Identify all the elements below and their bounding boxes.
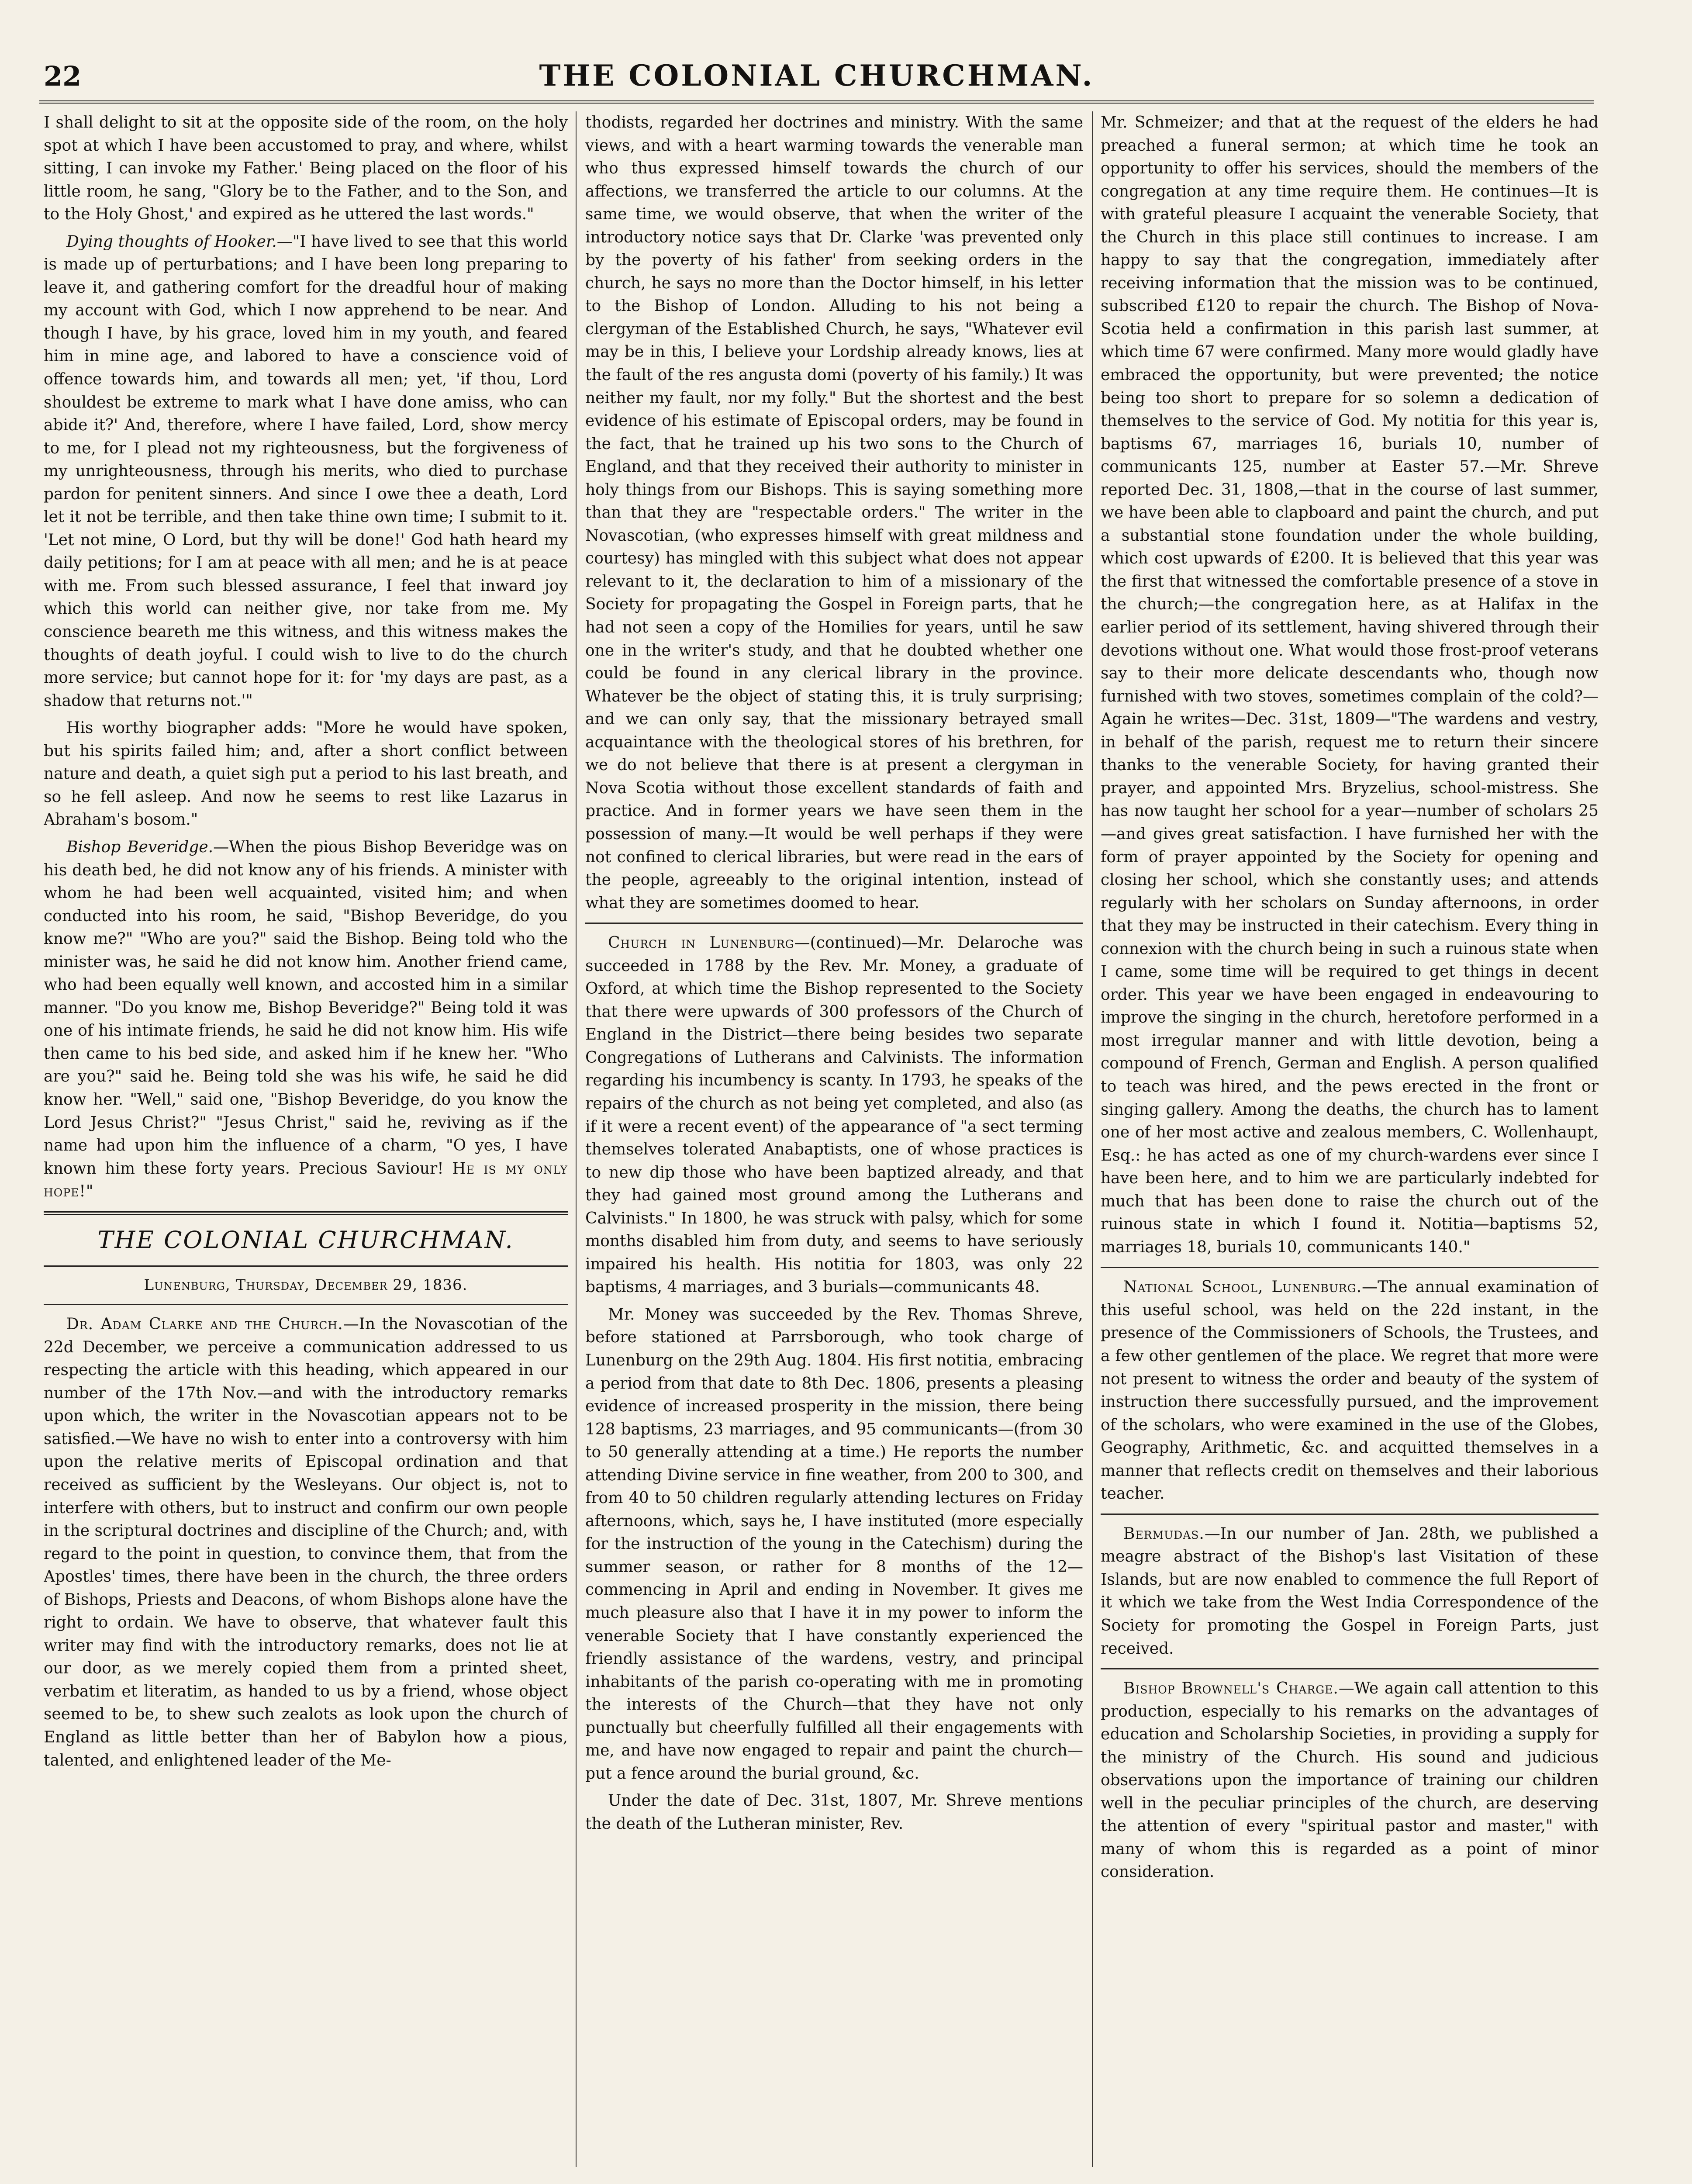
column-right [1101, 111, 1599, 2167]
section-rule [44, 1304, 568, 1305]
article-paragraph [1101, 1276, 1599, 1505]
article-heading: Bermudas. [1123, 1524, 1205, 1543]
article-paragraph: His worthy biographer adds: "More he would have spoken, but his spirits failed him; and, after a short conflict between nature and death, a quiet sigh put a period to his last breath, and so he fell asleep. And now he seems to rest like Lazarus in Abraham's bosom." [44, 719, 568, 829]
column-left [44, 111, 568, 2167]
column-rule-2 [1092, 111, 1093, 2167]
column-fade [44, 2141, 568, 2167]
article-heading: Dr. Adam Clarke and the Church. [66, 1315, 343, 1334]
column-fade [1101, 2141, 1599, 2167]
article-body: —When the pious Bishop Beveridge was on his death bed, he did not know any of his friends. A minister with whom he had been well acquainted, visited him; and when conducted into his room, he said, "Bishop Beveridge, do you know me?" "Who are you?" said the Bishop. Being told who the minister was, he said he did not know him. Another friend came, who had been equally well known, and accosted him in a similar manner. "Do you know me, Bishop Beveridge?" Being told it was one of his intimate friends, he said he did not know him. His wife then came to his bed side, and asked him if he knew her. "Who are you?" said he. Being told she was his wife, he said he did know her. "Well," said one, "Bishop Beveridge, do you know the Lord Jesus Christ?" "Jesus Christ," said he, reviving as if the name had upon him the influence of a charm, "O yes, I have known him these forty years. Precious Saviour! [44, 838, 568, 1178]
dateline: Lunenburg, Thursday, December 29, 1836. [144, 1276, 468, 1294]
section-rule [1101, 1514, 1599, 1515]
article-paragraph [1101, 1677, 1599, 1884]
section-rule [44, 1265, 568, 1267]
article-body: —The annual examination of this useful school, was held on the 22d instant, in the presence of the Commissioners of Schools, the Trustees, and a few other gentlemen of the place. We regret that more were not present to witness the order and beauty of the system of instruction there successfully pursued, and the improvement of the scholars, who were examined in the use of the Globes, Geography, Arithmetic, &c. and acquitted themselves in a manner that reflects credit on themselves and their laborious teacher. [1101, 1278, 1599, 1503]
article-paragraph: I shall delight to sit at the opposite side of the room, on the holy spot at which I have been accustomed to pray, and where, whilst sitting, I can invoke my Father.' Being placed on the floor of his little room, he sang, "Glory be to the Father, and to the Son, and to the Holy Ghost,' and expired as he uttered the last words." [44, 114, 568, 224]
page-header [39, 52, 1594, 104]
running-title: THE COLONIAL CHURCHMAN. [539, 59, 1095, 93]
page-number: 22 [44, 60, 82, 92]
article-emphasis: He is my only hope!" [44, 1159, 568, 1201]
article-heading: Bishop Beveridge. [66, 838, 214, 856]
article-paragraph [44, 231, 568, 712]
section-rule [1101, 1668, 1599, 1669]
article-paragraph [585, 932, 1083, 1299]
article-paragraph: Under the date of Dec. 31st, 1807, Mr. Shreve mentions the death of the Lutheran minister, Rev. [585, 1792, 1083, 1833]
article-body: —In our number of Jan. 28th, we published a meagre abstract of the Bishop's last Visitation of these Islands, but are now enabled to commence the full Report of it which we take from the West India Correspondence of the Society for promoting the Gospel in Foreign Parts, just received. [1101, 1524, 1599, 1658]
section-rule [585, 923, 1083, 924]
article-paragraph: Mr. Schmeizer; and that at the request of the elders he had preached a funeral sermon; at which time he took an opportunity to offer his services, should the members of the congregation at any time require them. He continues—It is with grateful pleasure I acquaint the venerable Society, that the Church in this place still continues to increase. I am happy to say that the congregation, immediately after receiving information that the mission was to be continued, subscribed £120 to repair the church. The Bishop of Nova-Scotia held a confirmation in this parish last summer, at which time 67 were confirmed. Many more would gladly have embraced the opportunity, but were prevented; the notice being too short to prepare for so solemn a dedication of themselves to the service of God. My notitia for this year is, baptisms 67, marriages 16, burials 10, number of communicants 125, number at Easter 57.—Mr. Shreve reported Dec. 31, 1808,—that in the course of last summer, we have been able to clapboard and paint the church, and put a substantial stone foundation under the whole building, which cost upwards of £200. It is believed that this year was the first that witnessed the comfortable presence of a stove in the church;—the congregation here, as at Halifax in the earlier period of its settlement, having shivered through their devotions without one. What would those frost-proof veterans say to their more delicate descendants who, though now furnished with two stoves, sometimes complain of the cold?—Again he writes—Dec. 31st, 1809—"The wardens and vestry, in behalf of the parish, request me to return their sincere thanks to the venerable Society, for having granted their prayer, and appointed Mrs. Bryzelius, school-mistress. She has now taught her school for a year—number of scholars 25—and gives great satisfaction. I have furnished her with the form of prayer appointed by the Society for opening and closing her school, which she constantly uses; and attends regularly with her scholars on Sunday afternoons, in order that they may be instructed in their catechism. Every thing in connexion with the church being in such a ruinous state when I came, some time will be required to get things in decent order. This year we have been engaged in endeavouring to improve the singing in the church, heretofore performed in a most irregular manner and with little devotion, being a compound of French, German and English. A person qualified to teach was hired, and the pews erected in the front or singing gallery. Among the deaths, the church has to lament one of her most active and zealous members, C. Wollenhaupt, Esq.: he has acted as one of my church-wardens ever since I have been here, and to him we are particularly indebted for much that has been done to raise the church out of the ruinous state in which I found it. Notitia—baptisms 52, marriages 18, burials 10, communicants 140." [1101, 114, 1599, 1256]
article-heading: National School, Lunenburg. [1123, 1278, 1362, 1296]
section-rule [1101, 1267, 1599, 1268]
column-rule-1 [576, 111, 577, 2167]
article-heading: Bishop Brownell's Charge. [1123, 1679, 1339, 1698]
article-paragraph: Mr. Money was succeeded by the Rev. Thomas Shreve, before stationed at Parrsborough, who took charge of Lunenburg on the 29th Aug. 1804. His first notitia, embracing a period from that date to 8th Dec. 1806, presents a pleasing evidence of increased prosperity in the mission, there being 128 baptisms, 23 marriages, and 95 communicants—(from 30 to 50 generally attending at a time.) He reports the number attending Divine service in fine weather, from 200 to 300, and from 40 to 50 children regularly attending lectures on Friday afternoons, which, says he, I have instituted (more especially for the instruction of the young in the Catechism) during the summer season, or rather for 8 months of the 12—commencing in April and ending in November. It gives me much pleasure also that I have it in my power to inform the venerable Society that I have constantly experienced the friendly assistance of the wardens, vestry, and principal inhabitants of the parish co-operating with me in promoting the interests of the Church—that they have not only punctually but cheerfully fulfilled all their engagements with me, and have now engaged to repair and paint the church—put a fence around the burial ground, &c. [585, 1305, 1083, 1783]
article-body: —In the Novascotian of the 22d December, we perceive a communication addressed to us respecting the article with this heading, which appeared in our number of the 17th Nov.—and with the introductory remarks upon which, the writer in the Novascotian appears not to be satisfied.—We have no wish to enter into a controversy with him upon the relative merits of Episcopal ordination and that received as sufficient by the Wesleyans. Our object is, not to interfere with others, but to instruct and confirm our own people in the scriptural doctrines and discipline of the Church; and, with regard to the point in question, to convince them, that from the Apostles' times, there have been in the church, the three orders of Bishops, Priests and Deacons, of whom Bishops alone have the right to ordain. We have to observe, that whatever fault this writer may find with the introductory remarks, does not lie at our door, as we merely copied them from a printed sheet, verbatim et literatim, as handed to us by a friend, whose object seemed to be, to shew such zealots as look upon the church of England as little better than her of Babylon how a pious, talented, and enlightened leader of the Me- [44, 1315, 568, 1769]
article-paragraph [44, 836, 568, 1203]
article-heading: Church in Lunenburg [608, 934, 794, 952]
article-body: —"I have lived to see that this world is made up of perturbations; and I have been long preparing to leave it, and gathering comfort for the dreadful hour of making my account with God, which I now apprehend to be near. And though I have, by his grace, loved him in my youth, and feared him in mine age, and labored to have a conscience void of offence towards him, and towards all men; yet, 'if thou, Lord shouldest be extreme to mark what I have done amiss, who can abide it?' And, therefore, where I have failed, Lord, show mercy to me, for I plead not my righteousness, but the forgiveness of my unrighteousness, through his merits, who died to purchase pardon for penitent sinners. And since I owe thee a death, Lord let it not be terrible, and then take thine own time; I submit to it. 'Let not mine, O Lord, but thy will be done!' God hath heard my daily petitions; for I am at peace with all men; and he is at peace with me. From such blessed assurance, I feel that inward joy which this world can neither give, nor take from me. My conscience beareth me this witness, and this witness makes the thoughts of death joyful. I could wish to live to do the church more service; but cannot hope for it: for 'my days are past, as a shadow that returns not.'" [44, 232, 568, 710]
section-rule [44, 1211, 568, 1215]
article-heading: Dying thoughts of Hooker. [66, 232, 277, 251]
article-body: —We again call attention to this production, especially to his remarks on the advantages of education and Scholarship Societies, in providing a supply for the ministry of the Church. His sound and judicious observations upon the importance of training our children well in the peculiar principles of the church, are deserving the attention of every "spiritual pastor and master," with many of whom this is regarded as a point of minor consideration. [1101, 1679, 1599, 1881]
column-middle [585, 111, 1083, 2167]
editorial-masthead: THE COLONIAL CHURCHMAN. [97, 1226, 514, 1254]
article-body: —(continued)—Mr. Delaroche was succeeded in 1788 by the Rev. Mr. Money, a graduate of Oxford, at which time the Bishop represented to the Society that there were upwards of 300 professors of the Church of England in the District—there being besides two separate Congregations of Lutherans and Calvinists. The information regarding his incumbency is scanty. In 1793, he speaks of the repairs of the church as not being yet completed, and also (as if it were a recent event) of the appearance of "a sect terming themselves tolerated Anabaptists, one of whose practices is to new dip those who have been baptized already, and that they had gained most ground among the Lutherans and Calvinists." In 1800, he was struck with palsy, which for some months disabled him from duty, and seems to have seriously impaired his health. His notitia for 1803, was only 22 baptisms, 4 marriages, and 3 burials—communicants 48. [585, 934, 1083, 1296]
article-paragraph [1101, 1523, 1599, 1660]
article-paragraph: thodists, regarded her doctrines and ministry. With the same views, and with a heart warming towards the venerable man who thus expressed himself towards the church of our affections, we transferred the article to our columns. At the same time, we would observe, that when the writer of the introductory notice says that Dr. Clarke 'was prevented only by the poverty of his father' from seeking orders in the church, he says no more than the Doctor himself, in his letter to the Bishop of London. Alluding to his not being a clergyman of the Established Church, he says, "Whatever evil may be in this, I believe your Lordship already knows, lies at the fault of the res angusta domi (poverty of his family.) It was neither my fault, nor my folly." But the shortest and the best evidence of his estimate of Episcopal orders, may be found in the fact, that he trained up his two sons to the Church of England, and that they received their authority to minister in holy things from our Bishops. This is saying something more than that they are "respectable orders." The writer in the Novascotian, (who expresses himself with great mildness and courtesy) has mingled with this subject what does not appear relevant to it, the declaration to him of a missionary of the Society for propagating the Gospel in Foreign parts, that he had not seen a copy of the Homilies for years, until he saw one in the writer's study, and that he doubted whether one could be found in any clerical library in the province. Whatever be the object of stating this, it is truly surprising; and we can only say, that the missionary betrayed small acquaintance with the theological stores of his brethren, for we do not believe that there is at present a clergyman in Nova Scotia without those excellent standards of faith and practice. And in former years we have seen them in the possession of many.—It would be well perhaps if they were not confined to clerical libraries, but were read in the ears of the people, agreeably to the original intention, instead of what they are sometimes doomed to hear. [585, 114, 1083, 912]
article-paragraph [44, 1313, 568, 1772]
column-fade [585, 2141, 1083, 2167]
